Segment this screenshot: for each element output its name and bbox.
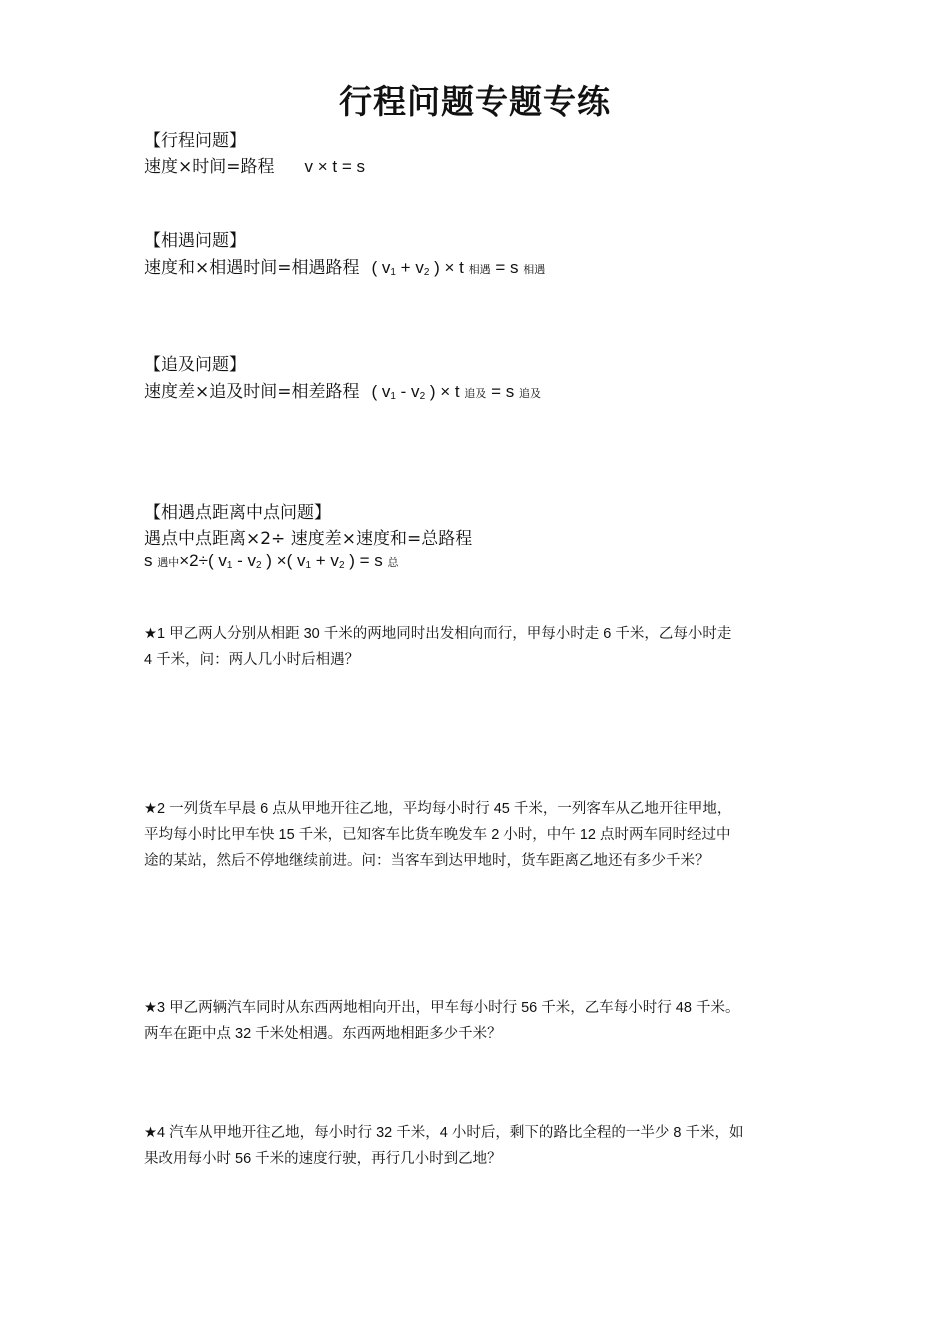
question-line: ★1 甲乙两人分别从相距 30 千米的两地同时出发相向而行，甲每小时走 6 千米，乙每小时走 <box>144 626 732 642</box>
section-heading-travel: 【行程问题】 <box>144 131 246 151</box>
question-4 <box>144 1120 744 1172</box>
formula-symbolic: ( v1 + v2 ) × t 相遇 = s 相遇 <box>371 258 546 278</box>
question-line: ★4 汽车从甲地开往乙地，每小时行 32 千米，4 小时后，剩下的路比全程的一半少 8 千米，如 <box>144 1125 744 1141</box>
section-line-meeting <box>144 253 545 278</box>
section-line-midpoint-text: 遇点中点距离×2÷ 速度差×速度和=总路程 <box>144 529 473 549</box>
question-line: ★2 一列货车早晨 6 点从甲地开往乙地，平均每小时行 45 千米，一列客车从乙地开往甲地， <box>144 801 732 817</box>
question-line: 平均每小时比甲车快 15 千米，已知客车比货车晚发车 2 小时，中午 12 点时两车同时经过中 <box>144 827 731 843</box>
question-line: 果改用每小时 56 千米的速度行驶，再行几小时到乙地？ <box>144 1151 502 1167</box>
section-line-chase <box>144 377 541 402</box>
section-heading-midpoint: 【相遇点距离中点问题】 <box>144 503 331 523</box>
question-line: 两车在距中点 32 千米处相遇。东西两地相距多少千米？ <box>144 1026 502 1042</box>
page-title: 行程问题专题专练 <box>339 82 611 121</box>
section-heading-chase: 【追及问题】 <box>144 355 246 375</box>
question-1 <box>144 621 731 673</box>
section-line-travel <box>144 152 365 177</box>
question-line: 途的某站，然后不停地继续前进。问：当客车到达甲地时，货车距离乙地还有多少千米？ <box>144 853 710 869</box>
formula-symbolic: s 遇中×2÷( v1 - v2 ) ×( v1 + v2 ) = s 总 <box>144 551 399 571</box>
formula-symbolic: ( v1 - v2 ) × t 追及 = s 追及 <box>371 382 541 402</box>
formula-text: 速度和×相遇时间=相遇路程 <box>144 258 360 278</box>
formula-text: 速度差×追及时间=相差路程 <box>144 382 360 402</box>
formula-text: 速度×时间=路程 <box>144 157 275 177</box>
question-line: 4 千米，问：两人几小时后相遇？ <box>144 652 360 668</box>
section-heading-meeting: 【相遇问题】 <box>144 231 246 251</box>
question-3 <box>144 995 739 1047</box>
question-2 <box>144 796 731 874</box>
section-line-midpoint-formula <box>144 551 399 571</box>
question-line: ★3 甲乙两辆汽车同时从东西两地相向开出，甲车每小时行 56 千米，乙车每小时行 48 千米。 <box>144 1000 740 1016</box>
formula-symbolic: v × t = s <box>304 157 365 176</box>
